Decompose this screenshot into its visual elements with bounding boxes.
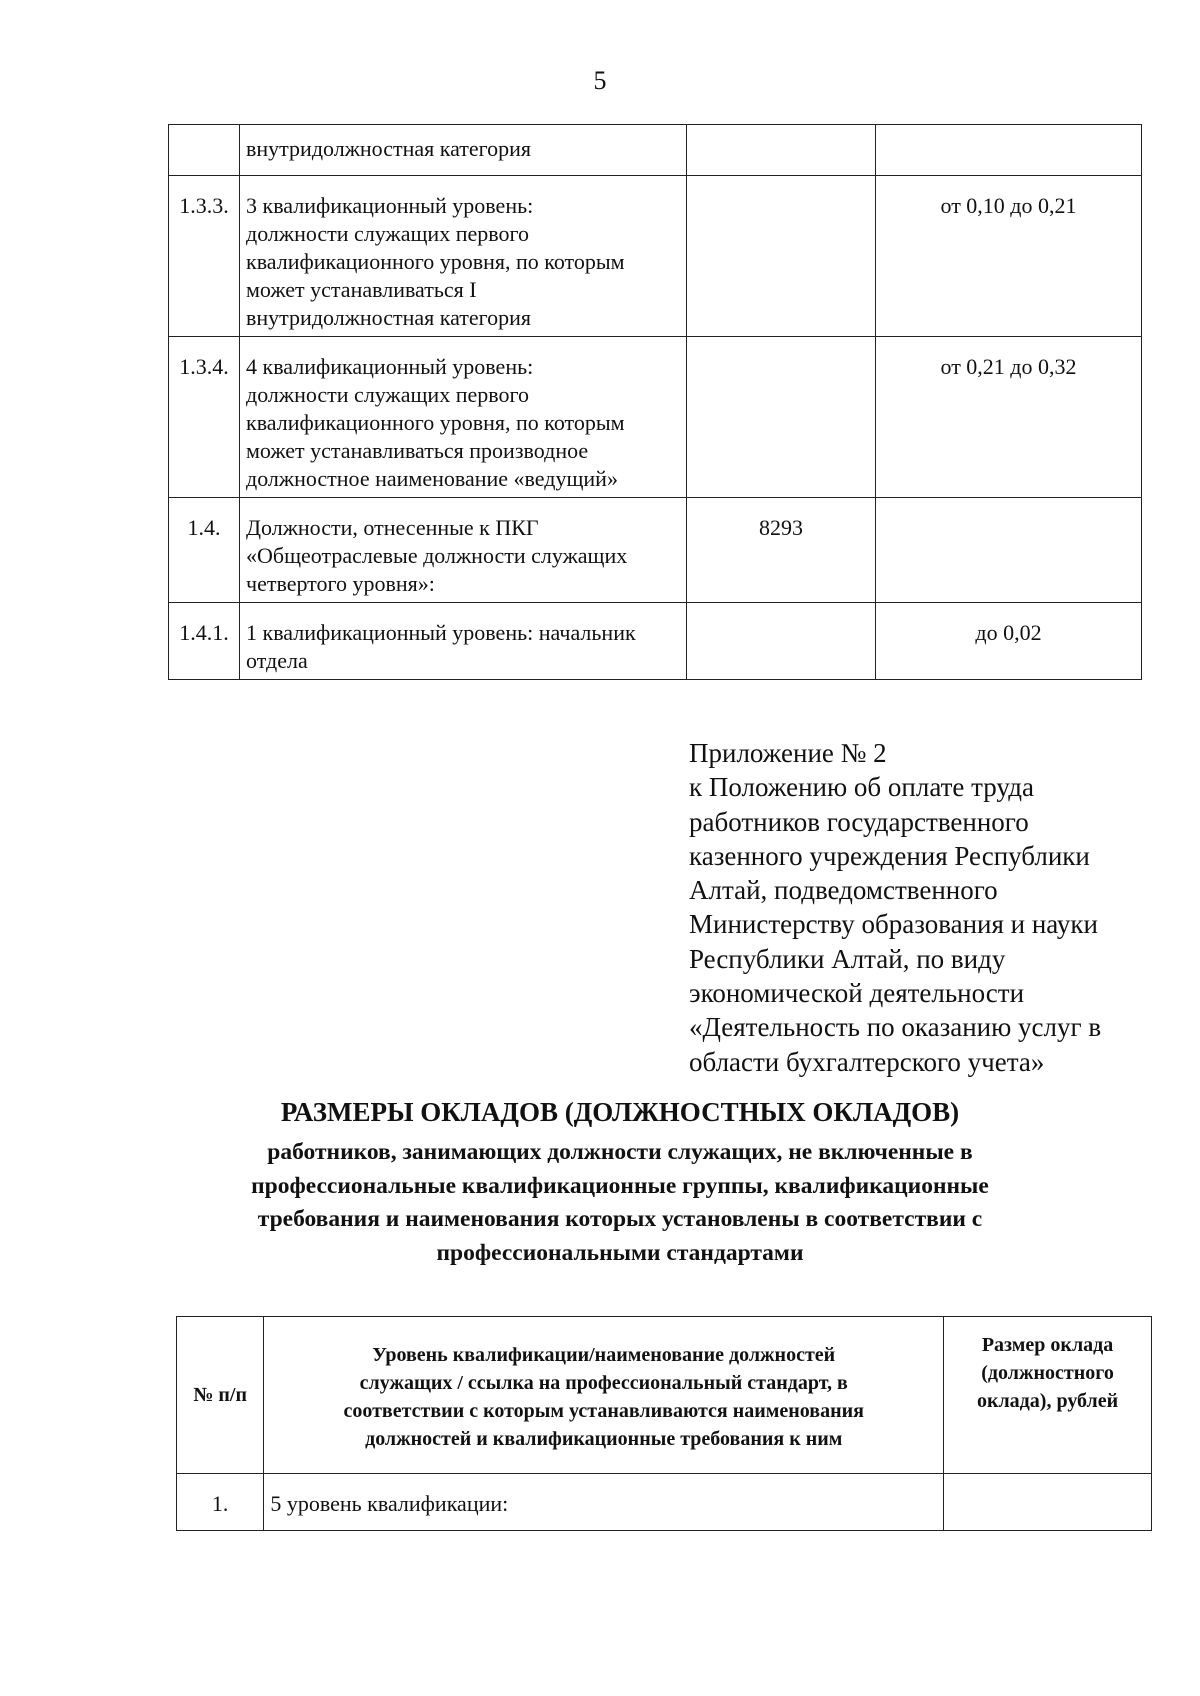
row-description [240,176,687,337]
appendix-heading [689,736,1159,1079]
header-salary [944,1317,1152,1474]
appendix-line: экономической деятельности [689,978,1025,1009]
row-description [240,603,687,680]
header-line: оклада), рублей [976,1390,1119,1412]
header-line: соответствии с которым устанавливаются наименования [343,1400,864,1422]
row-description [240,498,687,603]
table-row [169,176,1142,337]
description-line: четвертого уровня»: [246,571,435,596]
row-description: 5 уровень квалификации: [264,1474,944,1531]
appendix-line: Республики Алтай, по виду [689,943,1006,974]
row-coefficient: до 0,02 [876,603,1142,680]
table-header-row [177,1317,1152,1474]
description-line: квалификационного уровня, по которым [246,249,625,274]
header-description [264,1317,944,1474]
description-line: должности служащих первого [246,221,529,246]
description-line: Должности, отнесенные к ПКГ [246,515,539,540]
row-coefficient [876,125,1142,176]
row-salary [687,603,876,680]
subtitle-line: работников, занимающих должности служащих, не включенные в [267,1139,973,1165]
table-row [169,337,1142,498]
description-line: должности служащих первого [246,382,529,407]
header-line: служащих / ссылка на профессиональный стандарт, в [359,1372,848,1394]
header-line: Уровень квалификации/наименование должностей [372,1344,836,1366]
row-number: 1.3.4. [169,337,240,498]
table-row [169,498,1142,603]
row-number: 1.3.3. [169,176,240,337]
appendix-line: Министерству образования и науки [689,909,1098,940]
header-line: Размер оклада [981,1334,1114,1356]
description-line: отдела [246,648,308,673]
row-salary [687,176,876,337]
row-number: 1.4.1. [169,603,240,680]
row-number: 1.4. [169,498,240,603]
appendix-line: казенного учреждения Республики [689,840,1090,871]
row-number [169,125,240,176]
header-number: № п/п [177,1317,264,1474]
subtitle-line: профессиональными стандартами [436,1239,804,1266]
appendix-line: к Положению об оплате труда [689,772,1034,803]
coefficients-table [168,124,1142,680]
row-description [240,337,687,498]
description-line: квалификационного уровня, по которым [246,410,625,435]
row-number: 1. [177,1474,264,1531]
header-line: (должностного [981,1362,1114,1384]
page-number: 5 [593,66,607,95]
salary-table [176,1316,1152,1531]
description-line: 1 квалификационный уровень: начальник [246,620,636,645]
description-line: должностное наименование «ведущий» [246,466,618,491]
row-salary [944,1474,1152,1531]
row-coefficient [876,498,1142,603]
description-line: внутридолжностная категория [246,136,532,161]
description-line: может устанавливаться I [246,277,477,302]
appendix-line: «Деятельность по оказанию услуг в [689,1012,1102,1043]
appendix-line: Алтай, подведомственного [689,875,998,906]
description-line: «Общеотраслевые должности служащих [246,543,628,568]
row-coefficient: от 0,21 до 0,32 [876,337,1142,498]
appendix-line: работников государственного [689,806,1029,837]
header-line: должностей и квалификационные требования к ним [365,1428,843,1450]
row-salary [687,125,876,176]
description-line: 4 квалификационный уровень: [246,354,534,379]
appendix-line: Приложение № 2 [689,738,887,768]
subtitle-line: профессиональные квалификационные группы, квалификационные [251,1172,989,1199]
row-coefficient: от 0,10 до 0,21 [876,176,1142,337]
subtitle-line: требования и наименования которых установлены в соответствии с [257,1206,983,1232]
document-subtitle [150,1136,1090,1270]
document-title: РАЗМЕРЫ ОКЛАДОВ (ДОЛЖНОСТНЫХ ОКЛАДОВ) [280,1097,960,1127]
table-row [169,125,1142,176]
table-row [177,1474,1152,1531]
appendix-line: области бухгалтерского учета» [689,1046,1045,1077]
description-line: 3 квалификационный уровень: [246,193,534,218]
table-row [169,603,1142,680]
row-description [240,125,687,176]
row-salary: 8293 [687,498,876,603]
description-line: внутридолжностная категория [246,305,532,330]
row-salary [687,337,876,498]
description-line: может устанавливаться производное [246,438,589,463]
